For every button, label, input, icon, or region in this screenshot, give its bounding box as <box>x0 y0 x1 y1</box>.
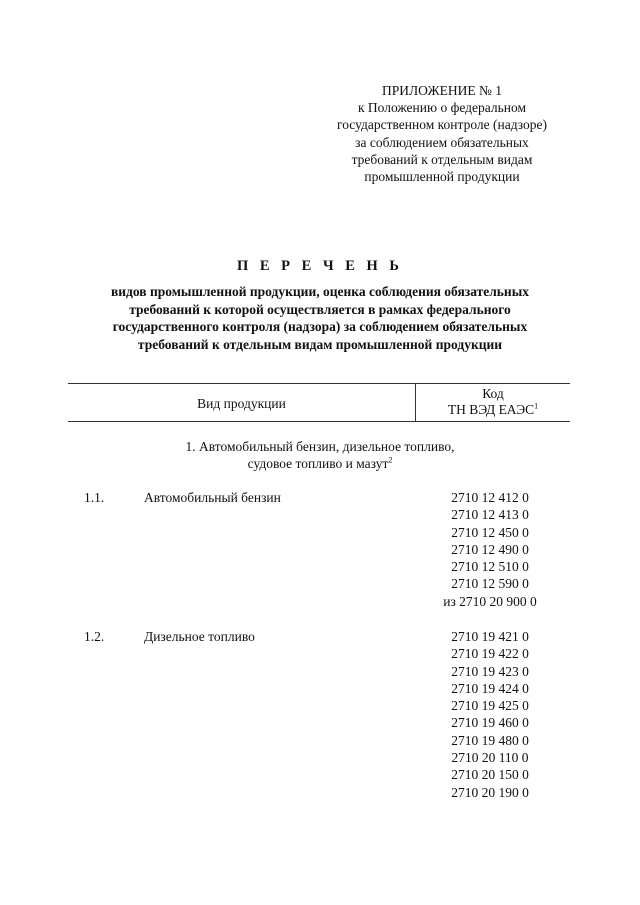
footnote-ref-2: 2 <box>388 455 393 465</box>
code-header-line1: Код <box>482 386 504 401</box>
code-value: 2710 19 480 0 <box>451 732 529 748</box>
appendix-line: к Положению о федеральном <box>357 100 527 116</box>
appendix-line: ПРИЛОЖЕНИЕ № 1 <box>381 83 503 98</box>
column-header-code <box>416 386 570 418</box>
code-value: из 2710 20 900 0 <box>443 593 537 609</box>
appendix-line: промышленной продукции <box>364 169 520 185</box>
code-value: 2710 12 412 0 <box>451 490 529 505</box>
table-header-rule <box>68 421 570 422</box>
section-line1: 1. Автомобильный бензин, дизельное топливо, <box>185 439 455 454</box>
code-value: 2710 12 590 0 <box>451 576 529 592</box>
document-subtitle <box>70 283 570 353</box>
code-value: 2710 12 490 0 <box>451 541 529 557</box>
item-name: Дизельное топливо <box>144 629 255 644</box>
section-line2 <box>70 455 570 472</box>
item-number: 1.1. <box>84 490 105 505</box>
code-value: 2710 19 424 0 <box>451 680 529 696</box>
code-header-text: ТН ВЭД ЕАЭС <box>447 402 535 417</box>
subtitle-line: государственного контроля (надзора) за соблюдением обязательных <box>112 319 528 335</box>
subtitle-line: требований к которой осуществляется в рамках федерального <box>129 301 511 317</box>
item-codes <box>420 489 560 610</box>
footnote-ref-1: 1 <box>534 401 539 411</box>
item-name: Автомобильный бензин <box>144 490 281 505</box>
document-title: П Е Р Е Ч Е Н Ь <box>236 258 404 274</box>
column-header-product: Вид продукции <box>197 396 286 411</box>
code-value: 2710 12 450 0 <box>451 524 529 540</box>
appendix-line: за соблюдением обязательных <box>355 134 529 150</box>
table-top-rule <box>68 383 570 384</box>
code-value: 2710 20 190 0 <box>451 784 529 800</box>
code-value: 2710 19 460 0 <box>451 715 529 731</box>
appendix-line: требований к отдельным видам <box>351 151 533 167</box>
section-line2-text: судовое топливо и мазут <box>247 456 389 471</box>
code-value: 2710 19 422 0 <box>451 646 529 662</box>
code-value: 2710 19 425 0 <box>451 698 529 714</box>
subtitle-line: видов промышленной продукции, оценка соблюдения обязательных <box>110 284 530 299</box>
section-heading <box>70 438 570 472</box>
code-value: 2710 12 413 0 <box>451 507 529 523</box>
appendix-header <box>318 82 566 185</box>
item-codes <box>420 628 560 801</box>
code-header-line2 <box>416 402 570 418</box>
item-number: 1.2. <box>84 629 105 644</box>
code-value: 2710 20 150 0 <box>451 767 529 783</box>
appendix-line: государственном контроле (надзоре) <box>337 117 547 133</box>
subtitle-line: требований к отдельным видам промышленной продукции <box>137 336 503 352</box>
code-value: 2710 19 423 0 <box>451 663 529 679</box>
code-value: 2710 19 421 0 <box>451 629 529 644</box>
code-value: 2710 12 510 0 <box>451 559 529 575</box>
code-value: 2710 20 110 0 <box>451 750 529 766</box>
